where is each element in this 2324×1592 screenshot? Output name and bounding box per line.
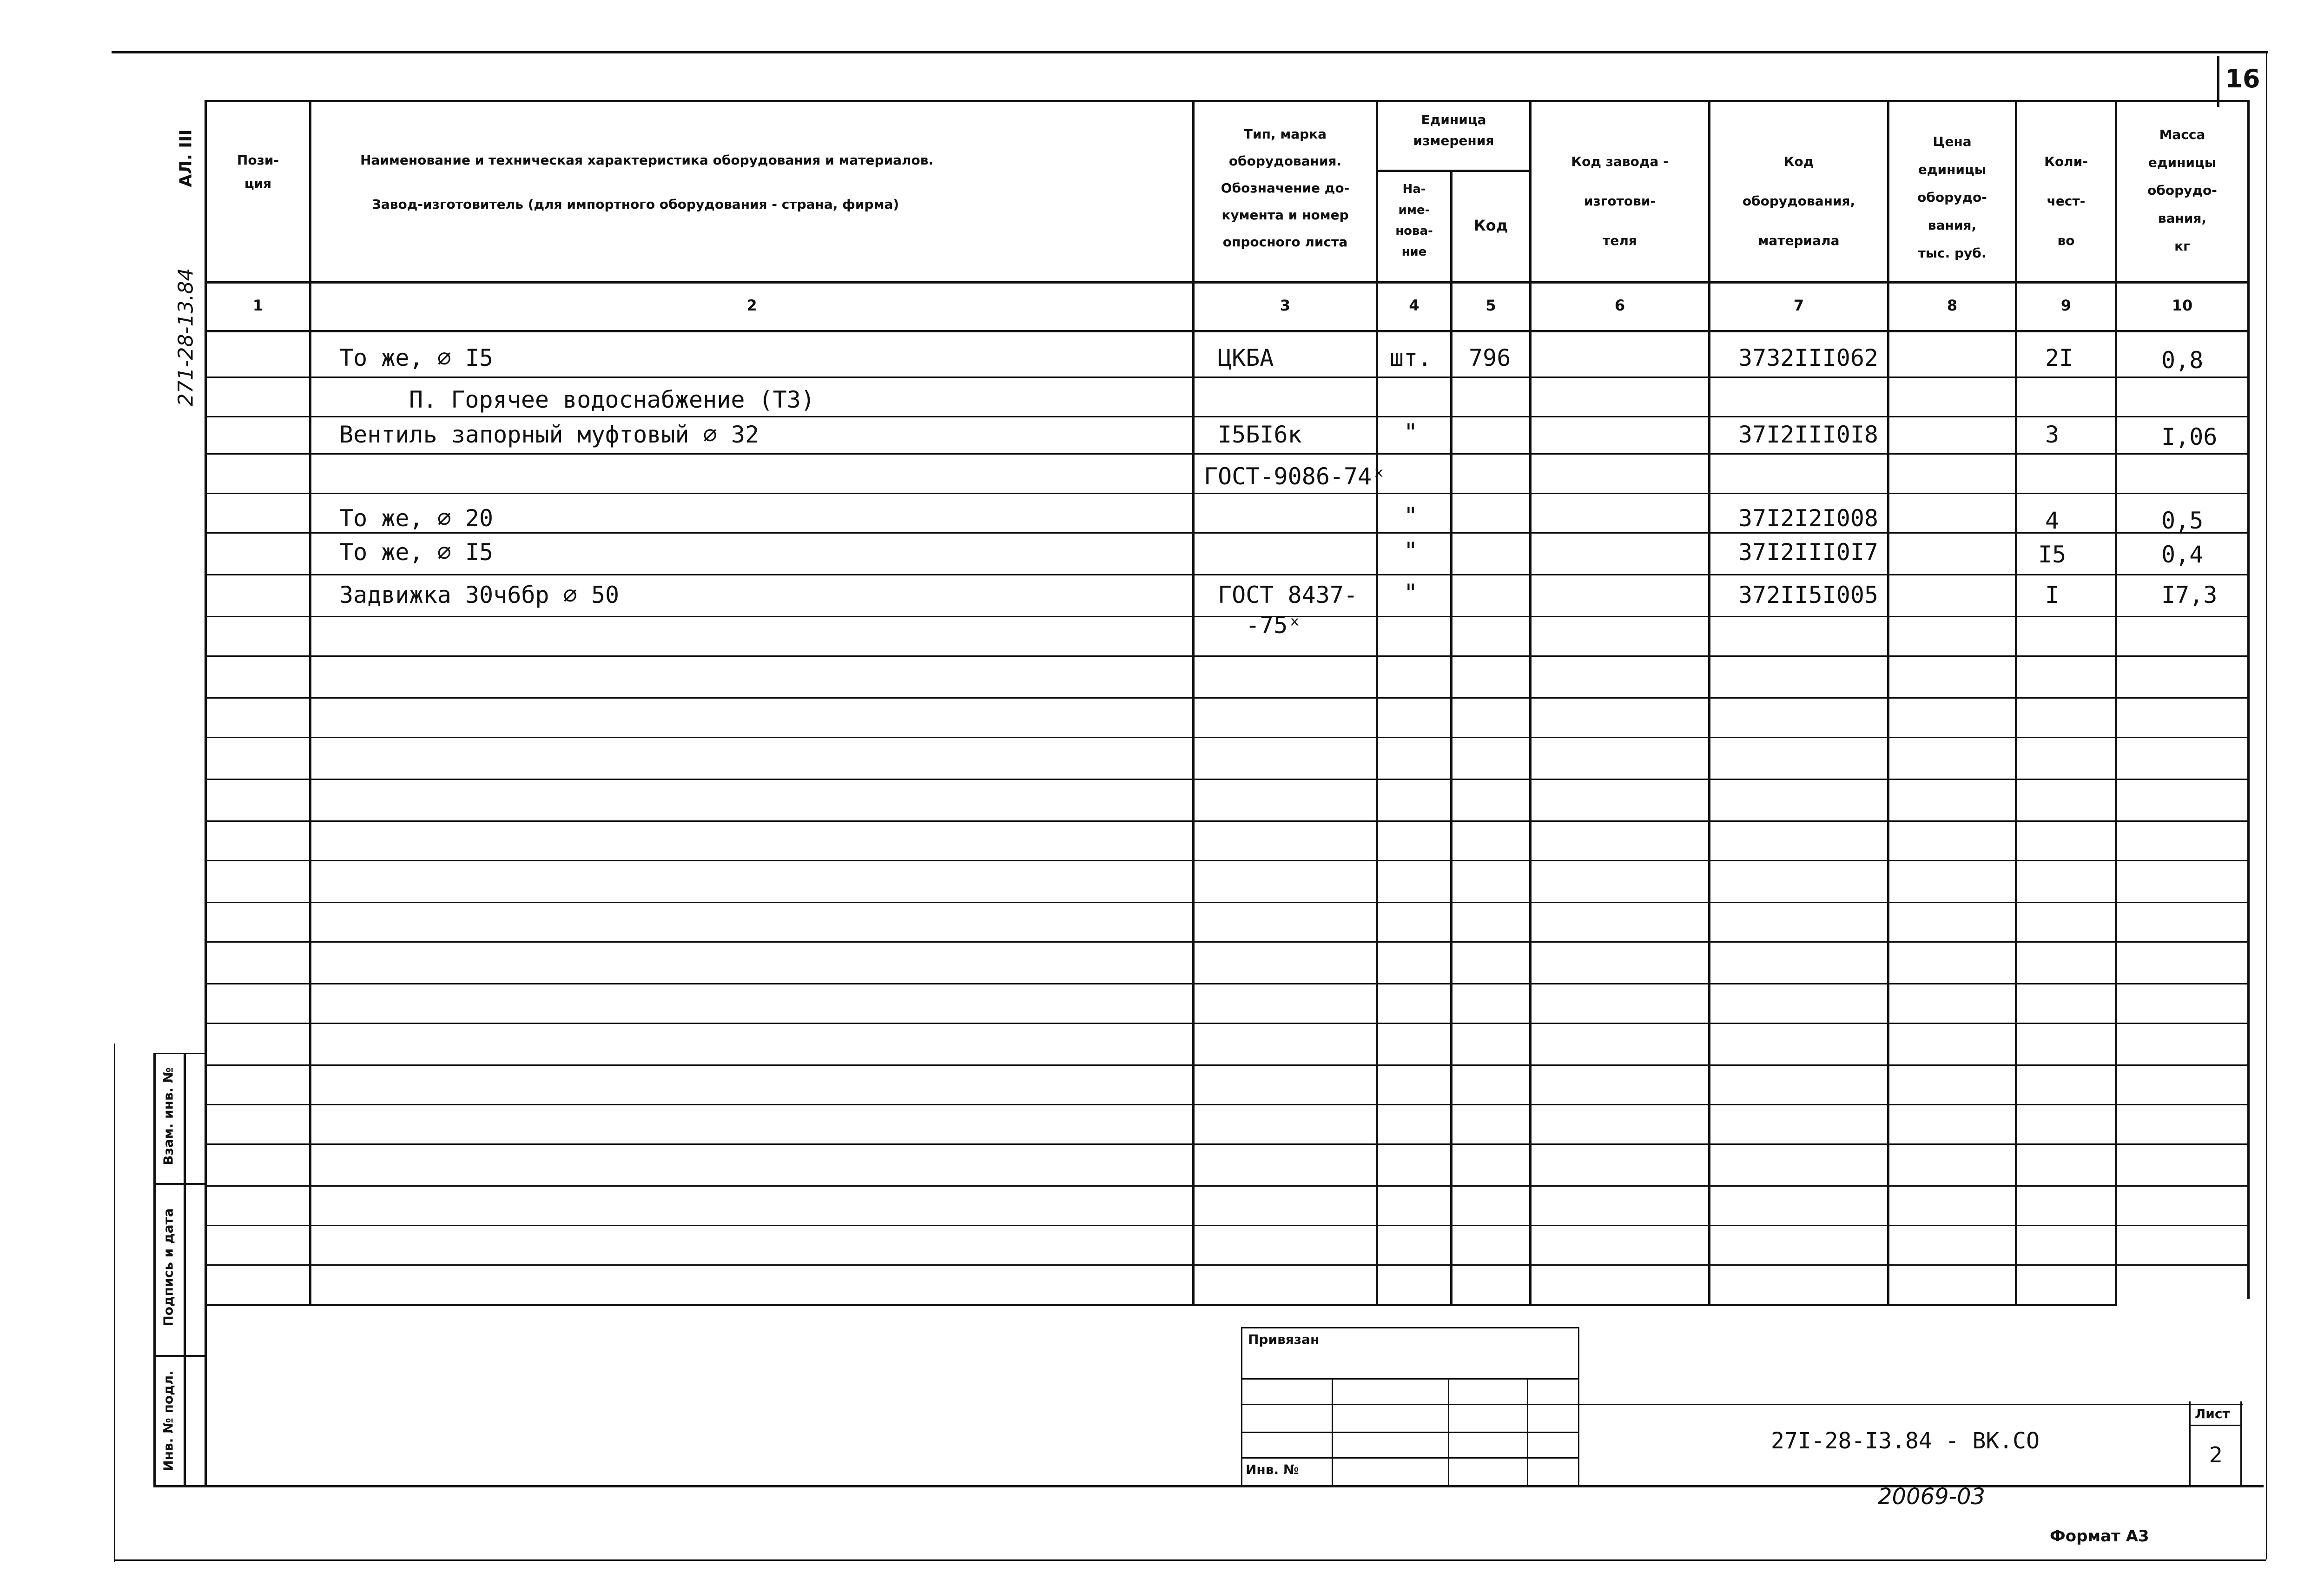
row-6-type: ГОСТ 8437- [1218, 581, 1358, 608]
colnum-3: 3 [1280, 297, 1291, 314]
header-unit-code: Код [1473, 217, 1508, 234]
colnum-5: 5 [1486, 297, 1496, 314]
unit-subheader-line [1376, 170, 1529, 172]
row-5-mass: 0,4 [2161, 541, 2204, 568]
row-6-eqcode: 372II5I005 [1738, 581, 1879, 608]
row-2-mass: I,06 [2161, 423, 2218, 450]
row-line [205, 1104, 2250, 1105]
header-unit: Единица измерения [1413, 112, 1494, 148]
side-stamp-outer-left [153, 1053, 156, 1487]
row-line [205, 860, 2250, 861]
header-unit-name: На- име- нова- ние [1395, 182, 1433, 259]
row-line [205, 493, 2250, 494]
row-1-name: П. Горячее водоснабжение (Т3) [409, 386, 815, 413]
row-line [205, 453, 2250, 455]
inv-no-label: Инв. № [1246, 1462, 1299, 1477]
header-name-line1: Наименование и техническая характеристика оборудования и материалов. [360, 152, 934, 168]
row-3-type: ГОСТ-9086-74ˣ [1204, 463, 1386, 490]
colnum-1: 1 [252, 297, 264, 314]
table-right-line [2247, 100, 2250, 1299]
row-6-qty: I [2045, 581, 2060, 608]
colnum-8: 8 [1947, 297, 1958, 314]
bottom-border-line [114, 1559, 2266, 1561]
left-border-line [114, 1044, 115, 1562]
side-album-label: АЛ. III [176, 129, 196, 187]
col-sep-6 [1708, 100, 1710, 1306]
list-box-left [2189, 1401, 2191, 1485]
side-stamp-podpis: Подпись и дата [160, 1208, 176, 1327]
row-line [205, 902, 2250, 903]
colnum-bottom-line [205, 330, 2250, 332]
titleblock-designation-top [1578, 1404, 2243, 1405]
row-5-unit: " [1404, 537, 1418, 564]
titleblock-line-1 [1241, 1378, 1579, 1380]
row-line [205, 1064, 2250, 1066]
colnum-4: 4 [1409, 297, 1419, 314]
row-2-unit: " [1404, 419, 1418, 446]
row-6-name: Задвижка 30ч6бр ∅ 50 [339, 581, 620, 608]
list-box-right [2240, 1401, 2242, 1485]
row-line [205, 941, 2250, 943]
row-line [205, 616, 2250, 617]
row-2-qty: 3 [2045, 421, 2060, 448]
row-0-eqcode: 3732III062 [1738, 344, 1879, 371]
row-line [205, 1143, 2250, 1145]
list-label: Лист [2195, 1406, 2230, 1421]
header-price: Цена единицы оборудо- вания, тыс. руб. [1917, 134, 1987, 261]
col-sep-9 [2115, 100, 2117, 1306]
row-line [205, 655, 2250, 657]
row-0-unit: шт. [1390, 344, 1432, 371]
row-line [205, 574, 2250, 575]
designation-code: 27I-28-I3.84 - ВК.СО [1771, 1428, 2040, 1454]
header-position: Пози- ция [237, 152, 279, 191]
row-0-mass: 0,8 [2161, 347, 2204, 374]
header-mass: Масса единицы оборудо- вания, кг [2147, 127, 2217, 254]
row-6-unit: " [1404, 579, 1418, 606]
row-line [205, 416, 2250, 417]
row-line [205, 377, 2250, 378]
list-box-sep [2189, 1425, 2240, 1426]
row-0-qty: 2I [2045, 344, 2073, 371]
row-line [205, 820, 2250, 822]
row-line [205, 1225, 2250, 1226]
col-sep-1 [309, 100, 311, 1306]
col-sep-8 [2015, 100, 2017, 1306]
header-bottom-line [205, 281, 2250, 284]
row-line [205, 737, 2250, 738]
row-line [205, 1264, 2250, 1266]
row-7-type: -75ˣ [1246, 612, 1302, 639]
row-2-eqcode: 37I2III0I8 [1738, 421, 1879, 448]
inventory-stamp: 20069-03 [1878, 1484, 1986, 1510]
row-5-qty: I5 [2038, 541, 2067, 568]
list-value: 2 [2209, 1442, 2223, 1467]
colnum-9: 9 [2060, 297, 2072, 314]
right-border-line [2266, 51, 2267, 1559]
col-sep-2 [1192, 100, 1195, 1306]
col-sep-7 [1887, 100, 1889, 1306]
header-name-line2: Завод-изготовитель (для импортного оборудования - страна, фирма) [372, 197, 899, 212]
colnum-10: 10 [2172, 297, 2193, 314]
titleblock-right [1578, 1327, 1579, 1485]
colnum-7: 7 [1793, 297, 1804, 314]
side-stamp-inner [184, 1053, 186, 1487]
header-equipment-code: Код оборудования, материала [1742, 154, 1855, 248]
top-border-line [112, 51, 2268, 53]
table-top-line [205, 100, 2250, 102]
titleblock-line-2 [1241, 1404, 1579, 1405]
row-0-type: ЦКБА [1218, 344, 1274, 371]
colnum-2: 2 [746, 297, 757, 314]
col-sep-3 [1376, 100, 1378, 1306]
row-4-eqcode: 37I2I2I008 [1738, 505, 1879, 532]
row-4-mass: 0,5 [2161, 507, 2204, 534]
titleblock-left [1241, 1327, 1242, 1485]
row-6-mass: I7,3 [2161, 581, 2218, 608]
row-2-name: Вентиль запорный муфтовый ∅ 32 [339, 421, 759, 448]
titleblock-line-4 [1241, 1457, 1579, 1459]
row-line [205, 1185, 2250, 1187]
colnum-6: 6 [1614, 297, 1625, 314]
row-0-name: То же, ∅ I5 [339, 344, 494, 371]
row-4-name: То же, ∅ 20 [339, 505, 494, 532]
titleblock-line-3 [1241, 1432, 1579, 1433]
row-0-code: 796 [1469, 344, 1511, 371]
row-line [205, 983, 2250, 984]
page-number: 16 [2225, 64, 2260, 93]
col-sep-5 [1529, 100, 1532, 1306]
header-quantity: Коли- чест- во [2044, 154, 2088, 248]
side-stamp-inv-podl: Инв. № подл. [160, 1370, 176, 1471]
row-4-unit: " [1404, 502, 1418, 529]
row-line [205, 532, 2250, 534]
header-type: Тип, марка оборудования. Обозначение до- кумента и номер опросного листа [1221, 126, 1350, 250]
table-bottom-line [205, 1304, 2117, 1306]
row-2-type: I5БI6к [1218, 421, 1302, 448]
privyazan-label: Привязан [1248, 1332, 1320, 1347]
titleblock-top [1241, 1327, 1579, 1328]
header-factory-code: Код завода - изготови- теля [1571, 154, 1669, 248]
row-line [205, 779, 2250, 780]
row-line [205, 1023, 2250, 1024]
format-label: Формат А3 [2050, 1527, 2149, 1546]
row-5-eqcode: 37I2III0I7 [1738, 539, 1879, 566]
side-stamp-vzam: Взам. инв. № [160, 1067, 176, 1165]
row-line [205, 697, 2250, 699]
row-5-name: То же, ∅ I5 [339, 539, 494, 566]
side-code-label: 271-28-13.84 [174, 268, 198, 407]
row-4-qty: 4 [2045, 507, 2060, 534]
